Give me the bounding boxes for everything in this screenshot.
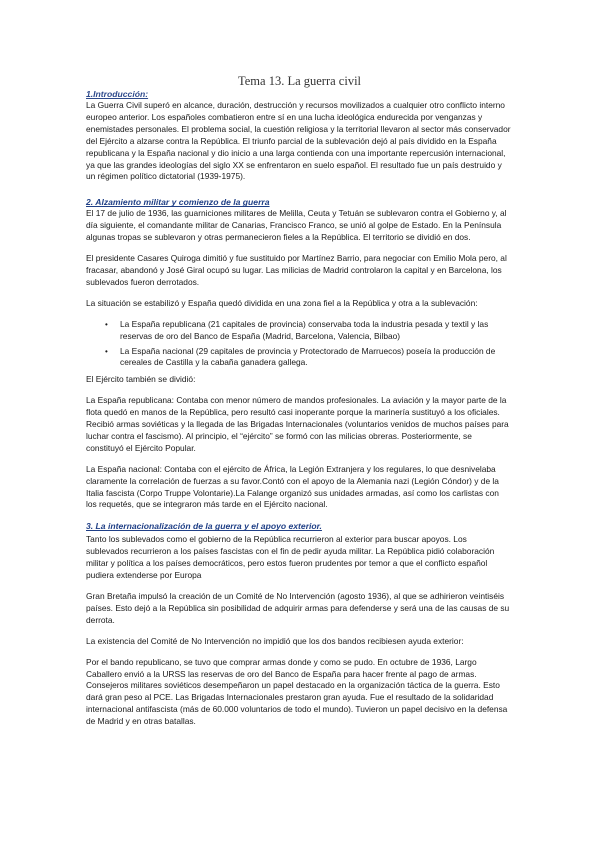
paragraph: La Guerra Civil superó en alcance, duración, destrucción y recursos movilizados a cualquier otro conflicto interno europeo anterior. Los españoles combatieron entre sí en una lucha ideológica endurecida por venganzas y enemistades personales. El problema social, la cuestión religiosa y la territorial llevaron al sector más conservador del Ejército a alzarse contra la República. El triunfo parcial de la sublevación dejó al país dividido en la España republicana y la España nacional y dio inicio a una larga contienda con una importante repercusión internacional, ya que las grandes ideologías del siglo XX se enfrentaron en suelo español. El resultado fue un país destruido y un régimen político dictatorial (1939-1975).	[86, 100, 511, 182]
paragraph: La existencia del Comité de No Intervención no impidió que los dos bandos recibiesen ayuda exterior:	[86, 635, 464, 646]
section-heading-alzamiento: 2. Alzamiento militar y comienzo de la guerra	[86, 197, 270, 208]
paragraph: La España nacional: Contaba con el ejército de África, la Legión Extranjera y los regulares, lo que desnivelaba claramente la correlación de fuerzas a su favor.Contó con el apoyo de la Alemania nazi (Legión Cóndor) y de la Italia fascista (Corpo Truppe Volontarie).La Falange organizó sus unidades armadas, así como los carlistas con los requetés, que se integraron más tarde en el Ejército nacional.	[86, 463, 499, 510]
section-heading-introduccion: 1.Introducción:	[86, 89, 149, 99]
list-item	[105, 345, 511, 370]
paragraph: El Ejército también se dividió:	[86, 374, 196, 385]
list-item	[105, 318, 511, 343]
paragraph: La España republicana: Contaba con menor número de mandos profesionales. La aviación y la mayor parte de la flota quedó en manos de la República, pero resultó casi inoperante porque la marinería sustituyó a los oficiales. Recibió armas soviéticas y la llegada de las Brigadas Internacionales (voluntarios venidos de muchos países para luchar contra el fascismo). Al principio, el “ejército” se formó con las milicias obreras. Posteriormente, se constituyó el Ejército Popular.	[86, 395, 509, 453]
section-heading-internacionalizacion: 3. La internacionalización de la guerra y el apoyo exterior.	[86, 521, 322, 532]
paragraph: La situación se estabilizó y España quedó dividida en una zona fiel a la República y otra a la sublevación:	[86, 297, 478, 308]
paragraph: Por el bando republicano, se tuvo que comprar armas donde y como se pudo. En octubre de 1936, Largo Caballero envió a la URSS las reservas de oro del Banco de España para hacer frente al pago de armas. Consejeros militares soviéticos desempeñaron un papel destacado en la organización táctica de la guerra. Esto dará gran peso al PCE. Las Brigadas Internacionales prestaron gran ayuda. Fue el resultado de la solidaridad internacional antifascista (más de 60.000 voluntarios de todo el mundo). Tuvieron un papel decisivo en la defensa de Madrid y en otras batallas.	[86, 656, 508, 727]
bullet-icon: •	[105, 319, 108, 329]
paragraph: El 17 de julio de 1936, las guarniciones militares de Melilla, Ceuta y Tetuán se sublevaron contra el Gobierno y, al día siguiente, el comandante militar de Canarias, Francisco Franco, se unió al golpe de Estado. En la Península algunas tropas se sublevaron y otras permanecieron fieles a la República. El territorio se dividió en dos.	[86, 208, 507, 243]
document-body	[86, 88, 511, 728]
paragraph: El presidente Casares Quiroga dimitió y fue sustituido por Martínez Barrio, para negociar con Emilio Mola pero, al fracasar, abandonó y José Giral ocupó su lugar. Las milicias de Madrid controlaron la capital y en Barcelona, los sublevados fueron derrotados.	[86, 253, 507, 287]
page-title: Tema 13. La guerra civil	[237, 74, 362, 88]
bullet-icon: •	[105, 346, 108, 356]
paragraph: Gran Bretaña impulsó la creación de un Comité de No Intervención (agosto 1936), al que se adhirieron veintiséis países. Esto dejó a la República sin posibilidad de adquirir armas para defenderse y será una de las causas de su derrota.	[86, 591, 510, 625]
list-item-text: La España nacional (29 capitales de provincia y Protectorado de Marruecos) poseía la producción de cereales de Castilla y la cabaña ganadera gallega.	[120, 345, 496, 368]
paragraph: Tanto los sublevados como el gobierno de la República recurrieron al exterior para buscar apoyos. Los sublevados recurrieron a los países fascistas con el fin de pedir ayuda militar. La República pidió colaboración militar y política a los países democráticos, pero estos fueron prudentes por temor a que el conflicto español pudiera extenderse por Europa	[86, 534, 495, 581]
bullet-list	[86, 319, 511, 370]
list-item-text: La España republicana (21 capitales de provincia) conservaba toda la industria pesada y textil y las reservas de oro del Banco de España (Madrid, Barcelona, Valencia, Bilbao)	[120, 318, 489, 341]
